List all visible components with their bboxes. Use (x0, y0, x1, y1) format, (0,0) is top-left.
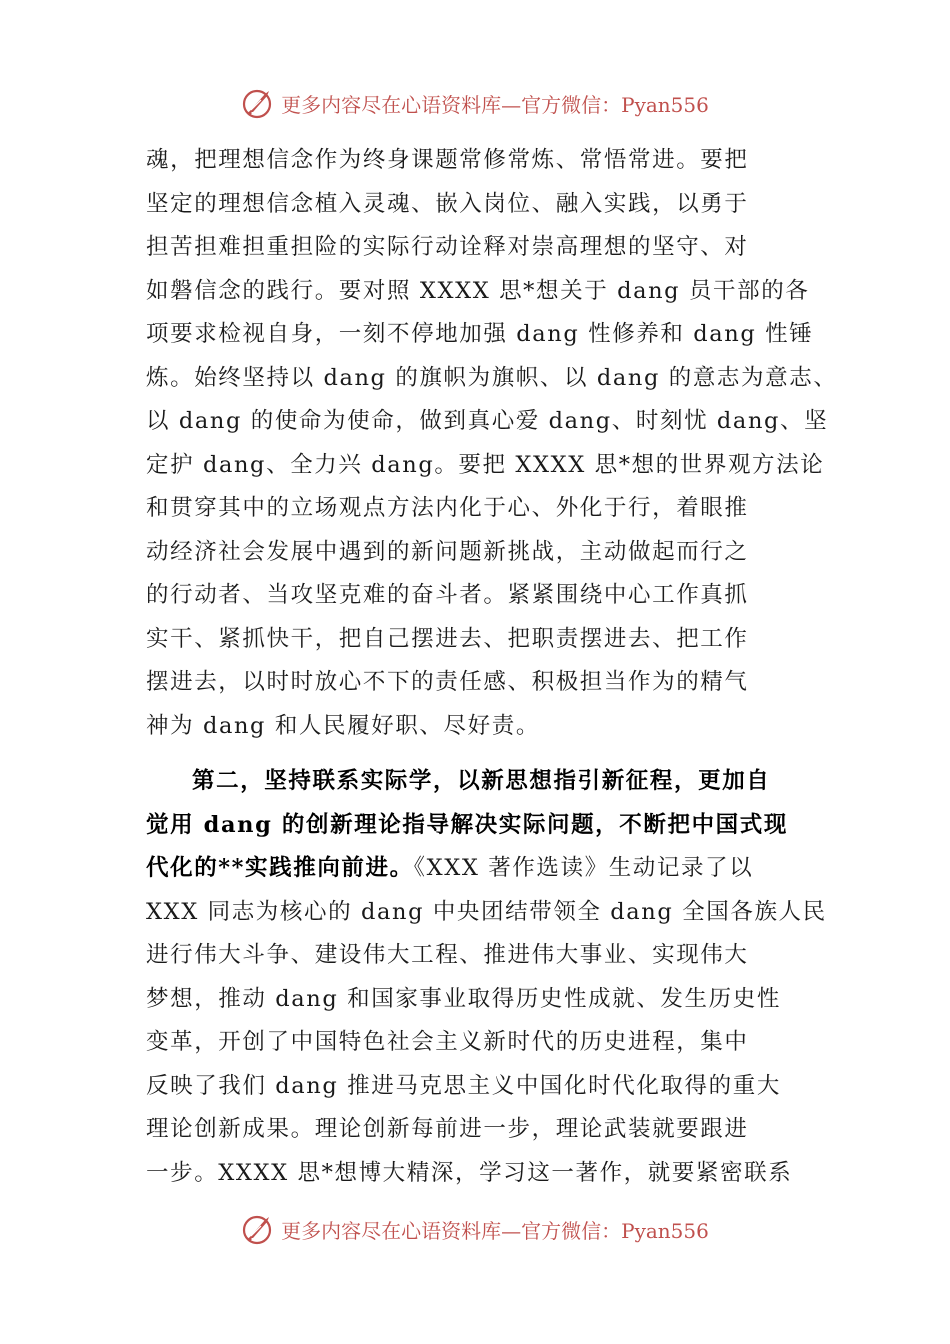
text-line: XXX 同志为核心的 dang 中央团结带领全 dang 全国各族人民 (146, 898, 827, 925)
bold-heading-line: 第二，坚持联系实际学，以新思想指引新征程，更加自 (192, 768, 771, 794)
text-line: 反映了我们 dang 推进马克思主义中国化时代化取得的重大 (146, 1072, 781, 1099)
text-line: 梦想，推动 dang 和国家事业取得历史性成就、发生历史性 (146, 985, 781, 1012)
bold-heading-end: 代化的**实践推向前进。 (146, 855, 414, 881)
text-line: 实干、紧抓快干，把自己摆进去、把职责摆进去、把工作 (146, 625, 749, 652)
text-line: 的行动者、当攻坚克难的奋斗者。紧紧围绕中心工作真抓 (146, 582, 749, 608)
header-watermark (0, 83, 950, 123)
text-line: 神为 dang 和人民履好职、尽好责。 (146, 712, 540, 739)
text-run: 《XXX 著作选读》生动记录了以 (413, 855, 754, 881)
paragraph-1 (146, 139, 838, 748)
text-line: 担苦担难担重担险的实际行动诠释对崇高理想的坚守、对 (146, 234, 749, 260)
text-line: 理论创新成果。理论创新每前进一步，理论武装就要跟进 (146, 1116, 749, 1142)
mixed-line (146, 847, 808, 891)
footer-watermark (0, 1209, 950, 1249)
text-line: 项要求检视自身，一刻不停地加强 dang 性修养和 dang 性锤 (146, 321, 814, 347)
text-line: 动经济社会发展中遇到的新问题新挑战，主动做起而行之 (146, 538, 749, 565)
text-line: 和贯穿其中的立场观点方法内化于心、外化于行，着眼推 (146, 495, 749, 521)
text-line: 以 dang 的使命为使命，做到真心爱 dang、时刻忧 dang、坚 (146, 408, 829, 434)
text-line: 变革，开创了中国特色社会主义新时代的历史进程，集中 (146, 1029, 749, 1055)
paragraph-2 (146, 760, 827, 1195)
text-line: 摆进去，以时时放心不下的责任感、积极担当作为的精气 (146, 669, 749, 695)
quill-pen-logo-icon (241, 1212, 275, 1246)
bold-heading-line: 觉用 dang 的创新理论指导解决实际问题，不断把中国式现 (146, 811, 788, 838)
text-line: 魂，把理想信念作为终身课题常修常炼、常悟常进。要把 (146, 147, 749, 173)
text-line: 进行伟大斗争、建设伟大工程、推进伟大事业、实现伟大 (146, 942, 749, 968)
document-body (146, 139, 838, 1195)
quill-pen-logo-icon (241, 86, 275, 120)
text-line: 炼。始终坚持以 dang 的旗帜为旗帜、以 dang 的意志为意志、 (146, 364, 838, 391)
text-line: 如磐信念的践行。要对照 XXXX 思*想关于 dang 员干部的各 (146, 277, 810, 304)
text-line: 一步。XXXX 思*想博大精深，学习这一著作，就要紧密联系 (146, 1159, 793, 1186)
watermark-text: 更多内容尽在心语资料库—官方微信：Pyan556 (281, 92, 709, 117)
text-line: 定护 dang、全力兴 dang。要把 XXXX 思*想的世界观方法论 (146, 451, 825, 478)
paragraph-gap (146, 748, 808, 760)
text-line: 坚定的理想信念植入灵魂、嵌入岗位、融入实践，以勇于 (146, 190, 749, 217)
watermark-text: 更多内容尽在心语资料库—官方微信：Pyan556 (281, 1218, 709, 1243)
